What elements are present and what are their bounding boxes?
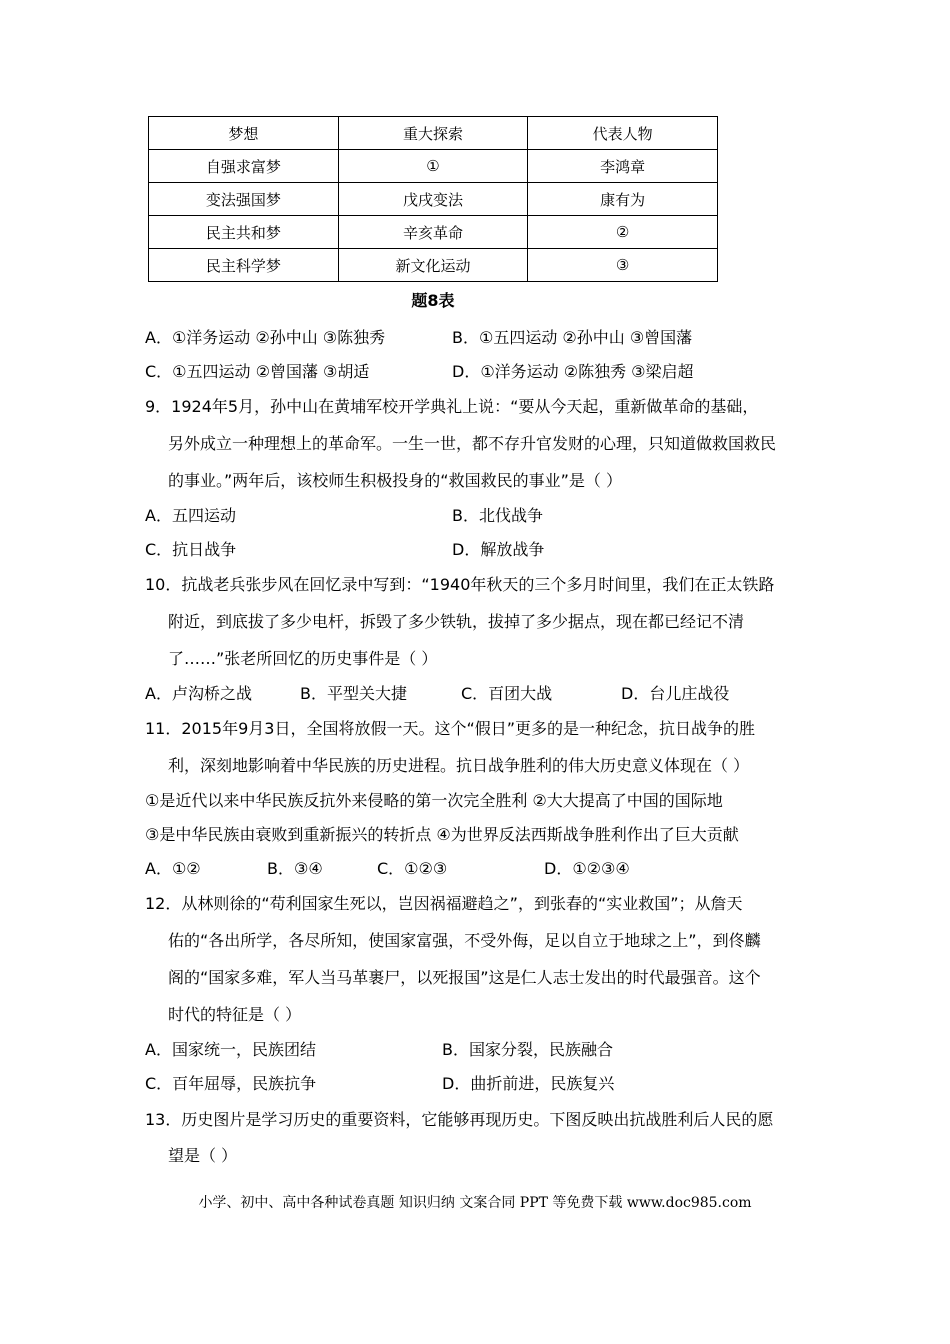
q10-stem-line-3: 了……”张老所回忆的历史事件是（ ）: [168, 649, 438, 668]
q11-statement-line-2: ③是中华民族由衰败到重新振兴的转折点 ④为世界反法西斯战争胜利作出了巨大贡献: [145, 825, 739, 844]
q9-stem-line-1: 9．1924年5月，孙中山在黄埔军校开学典礼上说：“要从今天起，重新做革命的基础，: [145, 397, 759, 416]
q10-stem-line-2: 附近，到底拔了多少电杆，拆毁了多少铁轨，拔掉了多少据点，现在都已经记不清: [168, 612, 745, 631]
q9-stem-line-2: 另外成立一种理想上的革命军。一生一世，都不存升官发财的心理，只知道做救国救民: [168, 434, 777, 453]
table-header-cell: 代表人物: [528, 117, 718, 150]
table-row: [149, 216, 718, 249]
table-cell: 李鸿章: [528, 150, 718, 183]
q10-option-a: A．卢沟桥之战: [145, 684, 252, 703]
q12-option-b: B．国家分裂，民族融合: [442, 1040, 613, 1059]
q11-stem-line-1: 11．2015年9月3日，全国将放假一天。这个“假日”更多的是一种纪念，抗日战争的胜: [145, 719, 756, 738]
q10-stem-line-1: 10．抗战老兵张步风在回忆录中写到：“1940年秋天的三个多月时间里，我们在正太铁路: [145, 575, 775, 594]
table-cell: ③: [528, 249, 718, 282]
q13-stem-line-1: 13．历史图片是学习历史的重要资料，它能够再现历史。下图反映出抗战胜利后人民的愿: [145, 1110, 774, 1129]
q8-option-c: C．①五四运动 ②曾国藩 ③胡适: [145, 362, 370, 381]
q9-option-c: C．抗日战争: [145, 540, 237, 559]
table-cell: 辛亥革命: [338, 216, 528, 249]
table-cell: 自强求富梦: [149, 150, 339, 183]
table-header-cell: 重大探索: [338, 117, 528, 150]
q8-option-b: B．①五四运动 ②孙中山 ③曾国藩: [452, 328, 693, 347]
q12-stem-line-3: 阁的“国家多难，军人当马革裹尸，以死报国”这是仁人志士发出的时代最强音。这个: [168, 968, 761, 987]
q11-statement-line-1: ①是近代以来中华民族反抗外来侵略的第一次完全胜利 ②大大提高了中国的国际地: [145, 791, 723, 810]
table-cell: 民主科学梦: [149, 249, 339, 282]
q12-stem-line-1: 12．从林则徐的“苟利国家生死以，岂因祸福避趋之”，到张春的“实业救国”；从詹天: [145, 894, 743, 913]
q11-option-b: B．③④: [267, 859, 323, 878]
q13-stem-line-2: 望是（ ）: [168, 1146, 238, 1165]
q11-option-a: A．①②: [145, 859, 201, 878]
q12-option-c: C．百年屈辱，民族抗争: [145, 1074, 317, 1093]
table-cell: 变法强国梦: [149, 183, 339, 216]
dream-table: [148, 116, 718, 282]
page-footer: 小学、初中、高中各种试卷真题 知识归纳 文案合同 PPT 等免费下载 www.doc985.com: [198, 1195, 752, 1211]
q9-option-d: D．解放战争: [452, 540, 545, 559]
q11-stem-line-2: 利，深刻地影响着中华民族的历史进程。抗日战争胜利的伟大历史意义体现在（ ）: [168, 756, 750, 775]
table-header-cell: 梦想: [149, 117, 339, 150]
q11-option-d: D．①②③④: [544, 859, 630, 878]
q10-option-d: D．台儿庄战役: [621, 684, 730, 703]
table-header-row: [149, 117, 718, 150]
q12-option-d: D．曲折前进，民族复兴: [442, 1074, 615, 1093]
table-cell: 新文化运动: [338, 249, 528, 282]
table-cell: 民主共和梦: [149, 216, 339, 249]
q11-option-c: C．①②③: [377, 859, 448, 878]
q12-stem-line-2: 佑的“各出所学，各尽所知，使国家富强，不受外侮，足以自立于地球之上”，到佟麟: [168, 931, 761, 950]
q9-option-a: A．五四运动: [145, 506, 236, 525]
q9-option-b: B．北伐战争: [452, 506, 543, 525]
table-caption: 题8表: [411, 291, 455, 310]
q10-option-c: C．百团大战: [461, 684, 553, 703]
q9-stem-line-3: 的事业。”两年后，该校师生积极投身的“救国救民的事业”是（ ）: [168, 471, 622, 490]
table-cell: ②: [528, 216, 718, 249]
q8-option-d: D．①洋务运动 ②陈独秀 ③梁启超: [452, 362, 694, 381]
q10-option-b: B．平型关大捷: [300, 684, 407, 703]
table-row: [149, 150, 718, 183]
q8-option-a: A．①洋务运动 ②孙中山 ③陈独秀: [145, 328, 386, 347]
q12-option-a: A．国家统一，民族团结: [145, 1040, 316, 1059]
table-cell: ①: [338, 150, 528, 183]
table-row: [149, 183, 718, 216]
table-cell: 戊戌变法: [338, 183, 528, 216]
table-cell: 康有为: [528, 183, 718, 216]
q12-stem-line-4: 时代的特征是（ ）: [168, 1005, 302, 1024]
table-row: [149, 249, 718, 282]
